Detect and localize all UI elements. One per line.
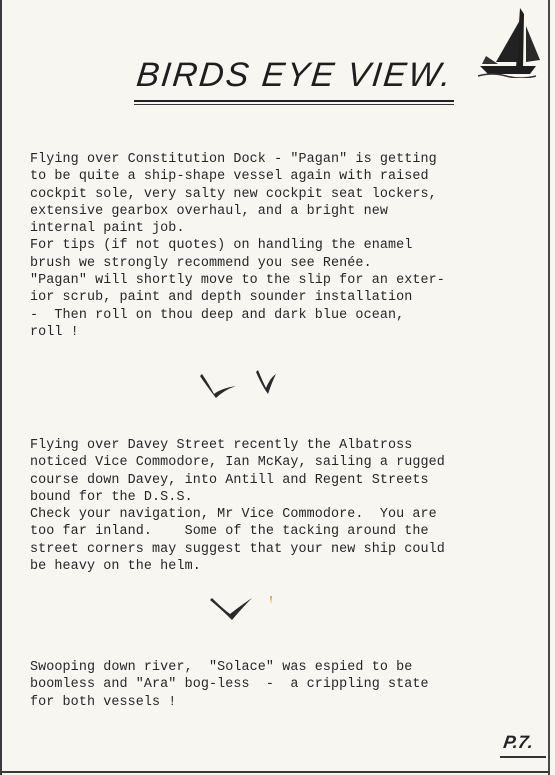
page-border-right <box>548 0 550 775</box>
text-line: noticed Vice Commodore, Ian McKay, sailing a rugged <box>30 455 445 471</box>
text-line: extensive gearbox overhaul, and a bright new <box>30 203 388 219</box>
text-line: Flying over Constitution Dock - "Pagan" is getting <box>30 152 437 167</box>
article-solace-ara <box>30 659 500 711</box>
title-underline-thin <box>134 104 454 105</box>
text-line: internal paint job. <box>30 221 185 237</box>
page-border-left <box>0 0 2 775</box>
seabird-icon <box>208 592 278 622</box>
text-line: brush we strongly recommend you see Renée. <box>30 255 372 271</box>
text-line: Check your navigation, Mr Vice Commodore. You are <box>30 507 437 523</box>
text-line: cockpit sole, very salty new cockpit seat lockers, <box>30 186 437 202</box>
sailboat-icon <box>476 6 542 78</box>
text-line: to be quite a ship-shape vessel again with raised <box>30 169 429 185</box>
text-line: for both vessels ! <box>30 694 177 710</box>
text-line: too far inland. Some of the tacking around the <box>30 524 429 540</box>
page-border-bottom <box>0 771 550 773</box>
text-line: course down Davey, into Antill and Regent Streets <box>30 472 429 488</box>
text-line: ior scrub, paint and depth sounder installation <box>30 290 413 306</box>
page-number-underline <box>500 756 546 758</box>
text-line: "Pagan" will shortly move to the slip for an exter- <box>30 273 445 289</box>
article-pagan <box>30 151 500 341</box>
text-line: For tips (if not quotes) on handling the enamel <box>30 238 413 254</box>
page-title: BIRDS EYE VIEW. <box>134 56 455 94</box>
text-line: boomless and "Ara" bog-less - a crippling state <box>30 677 429 693</box>
title-underline <box>134 100 454 102</box>
text-line: street corners may suggest that your new ship could <box>30 541 445 557</box>
text-line: - Then roll on thou deep and dark blue ocean, <box>30 307 405 323</box>
text-line: Flying over Davey Street recently the Albatross <box>30 438 413 453</box>
text-line: bound for the D.S.S. <box>30 489 193 505</box>
seabirds-icon <box>196 366 286 402</box>
article-vice-commodore <box>30 437 500 575</box>
text-line: roll ! <box>30 324 79 340</box>
text-line: Swooping down river, "Solace" was espied to be <box>30 660 413 675</box>
page-number: P.7. <box>502 732 535 752</box>
text-line: be heavy on the helm. <box>30 559 201 575</box>
